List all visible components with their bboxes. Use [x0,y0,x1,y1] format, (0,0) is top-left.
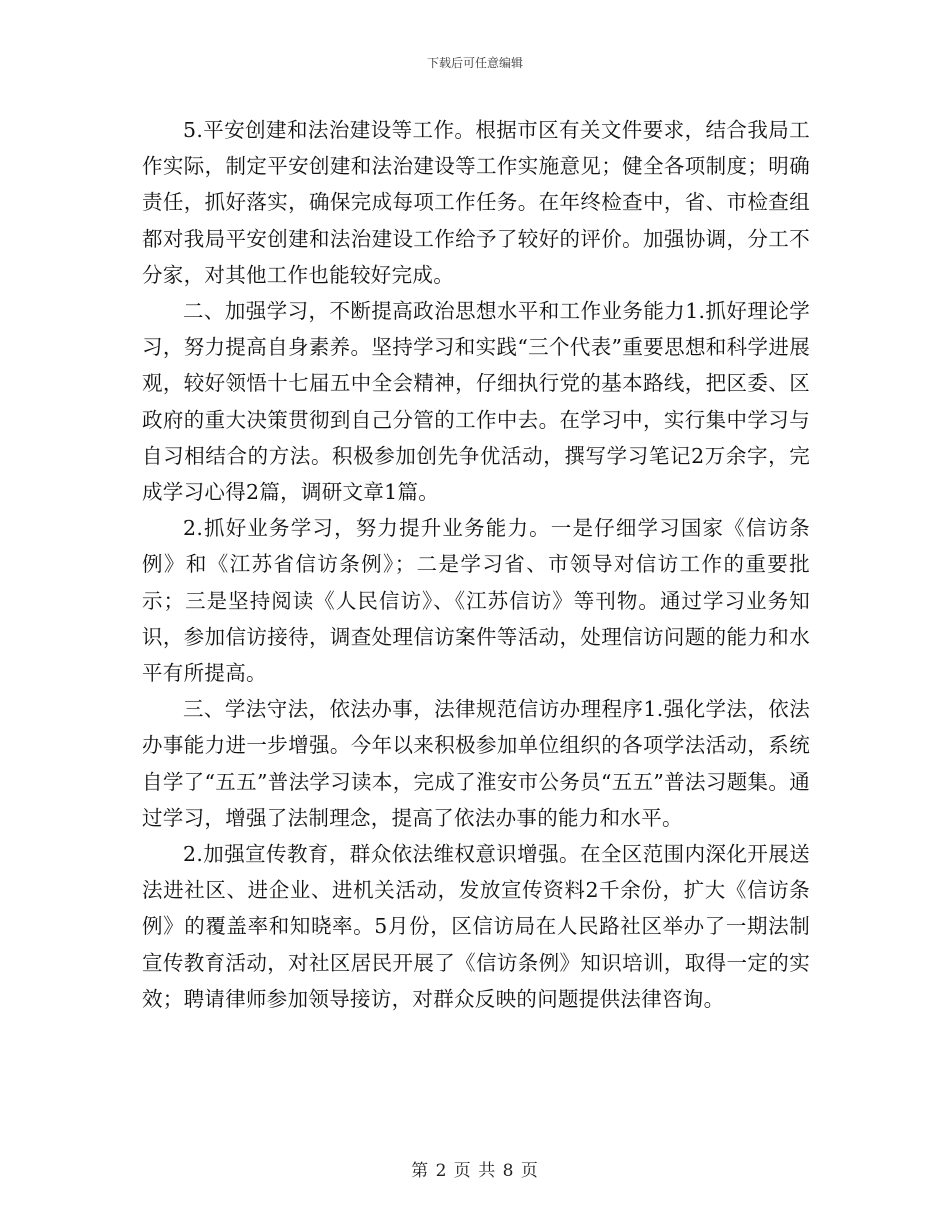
paragraph-4: 三、学法守法，依法办事，法律规范信访办理程序1.强化学法，依法办事能力进一步增强。今年以来积极参加单位组织的各项学法活动，系统自学了“五五”普法学习读本，完成了淮安市公务员“五五”普法习题集。通过学习，增强了法制理念，提高了依法办事的能力和水平。 [142,697,810,830]
paragraph-1: 5.平安创建和法治建设等工作。根据市区有关文件要求，结合我局工作实际，制定平安创建和法治建设等工作实施意见；健全各项制度；明确责任，抓好落实，确保完成每项工作任务。在年终检查中，省、市检查组都对我局平安创建和法治建设工作给予了较好的评价。加强协调，分工不分家，对其他工作也能较好完成。 [142,118,810,287]
document-body [142,112,810,1017]
paragraph-2: 二、加强学习，不断提高政治思想水平和工作业务能力1.抓好理论学习，努力提高自身素养。坚持学习和实践“三个代表”重要思想和科学进展观，较好领悟十七届五中全会精神，仔细执行党的基本路线，把区委、区政府的重大决策贯彻到自己分管的工作中去。在学习中，实行集中学习与自习相结合的方法。积极参加创先争优活动，撰写学习笔记2万余字，完成学习心得2篇，调研文章1篇。 [142,299,810,505]
header-note: 下载后可任意编辑 [426,56,523,70]
page-number: 第 2 页 共 8 页 [411,1161,539,1181]
paragraph-5: 2.加强宣传教育，群众依法维权意识增强。在全区范围内深化开展送法进社区、进企业、进机关活动，发放宣传资料2千余份，扩大《信访条例》的覆盖率和知晓率。5月份，区信访局在人民路社区举办了一期法制宣传教育活动，对社区居民开展了《信访条例》知识培训，取得一定的实效；聘请律师参加领导接访，对群众反映的问题提供法律咨询。 [142,842,810,1011]
paragraph-3: 2.抓好业务学习，努力提升业务能力。一是仔细学习国家《信访条例》和《江苏省信访条例》；二是学习省、市领导对信访工作的重要批示；三是坚持阅读《人民信访》、《江苏信访》等刊物。通过学习业务知识，参加信访接待，调查处理信访案件等活动，处理信访问题的能力和水平有所提高。 [142,516,810,686]
